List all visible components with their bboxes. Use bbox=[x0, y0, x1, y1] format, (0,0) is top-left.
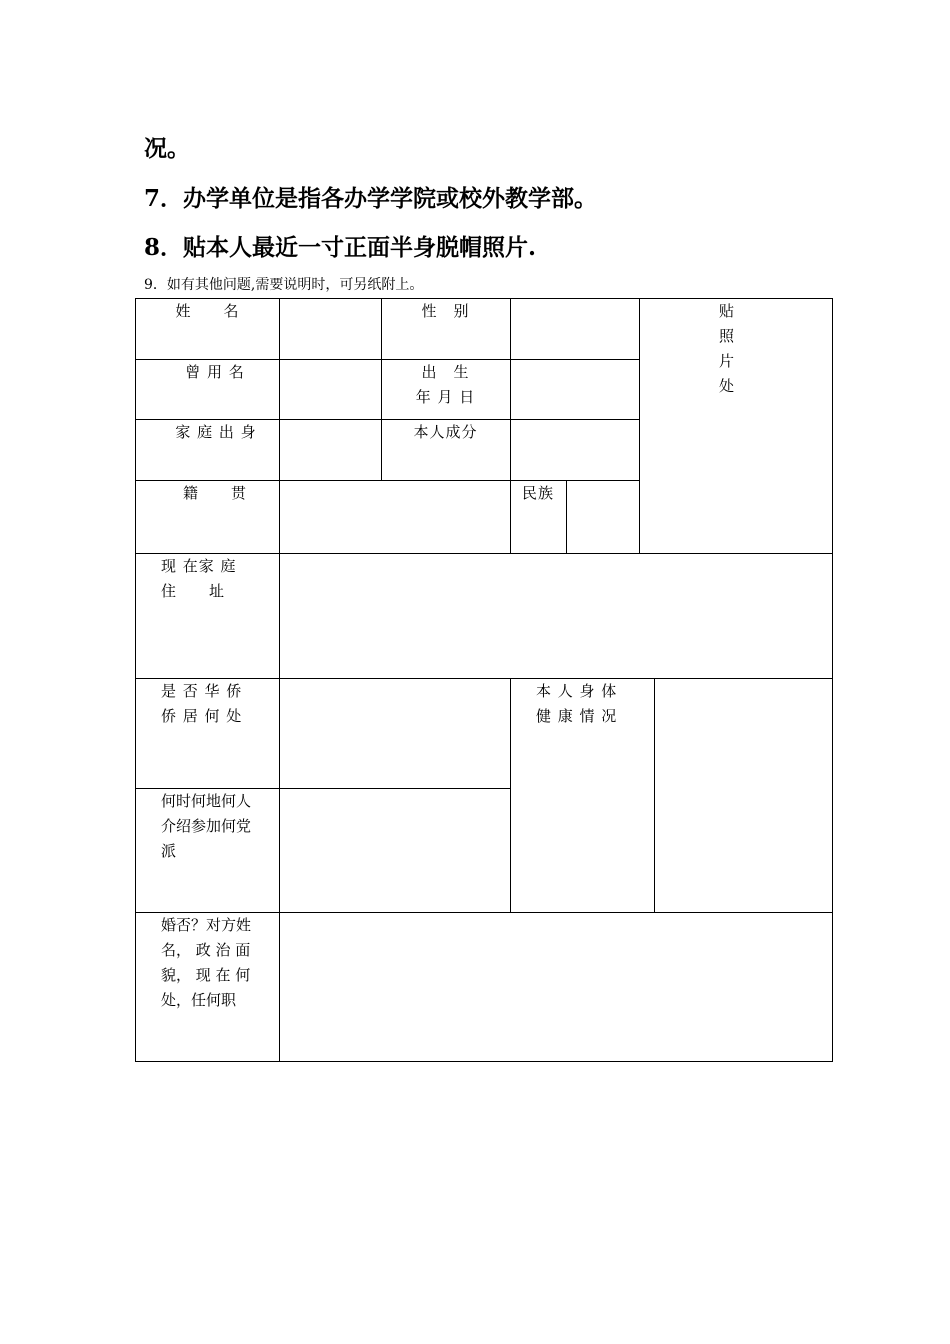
family-origin-label: 家 庭 出 身 bbox=[175, 423, 257, 441]
ethnicity-label: 民族 bbox=[522, 484, 555, 502]
instruction-item-7: 7．办学单位是指各办学学院或校外教学部。 bbox=[144, 185, 598, 212]
marital-status-label: 婚否？对方姓 名， 政 治 面 貌， 现 在 何 处，任何职 bbox=[161, 916, 252, 1009]
row-divider bbox=[136, 553, 833, 554]
party-membership-label: 何时何地何人 介绍参加何党 派 bbox=[161, 792, 252, 860]
personal-status-label: 本人成分 bbox=[413, 423, 478, 441]
column-divider bbox=[279, 299, 280, 1062]
column-divider bbox=[510, 678, 511, 912]
column-divider bbox=[566, 480, 567, 553]
name-label: 姓 名 bbox=[175, 302, 240, 320]
registration-form-table bbox=[135, 298, 833, 1062]
column-divider bbox=[654, 678, 655, 912]
continued-text-line: 况。 bbox=[144, 135, 190, 162]
former-name-label: 曾 用 名 bbox=[185, 363, 245, 381]
instruction-item-8: 8．贴本人最近一寸正面半身脱帽照片. bbox=[144, 234, 537, 261]
home-address-label: 现 在家 庭 住 址 bbox=[161, 557, 237, 600]
photo-placeholder-label: 贴 照 片 处 bbox=[718, 302, 735, 395]
health-status-label: 本 人 身 体 健 康 情 况 bbox=[536, 682, 618, 725]
gender-label: 性 别 bbox=[421, 302, 470, 320]
overseas-chinese-label: 是 否 华 侨 侨 居 何 处 bbox=[161, 682, 243, 725]
birth-date-label: 出 生 年 月 日 bbox=[415, 363, 476, 406]
instruction-item-9: 9．如有其他问题,需要说明时，可另纸附上。 bbox=[144, 277, 424, 293]
native-place-label: 籍 贯 bbox=[182, 484, 247, 502]
column-divider bbox=[510, 299, 511, 553]
